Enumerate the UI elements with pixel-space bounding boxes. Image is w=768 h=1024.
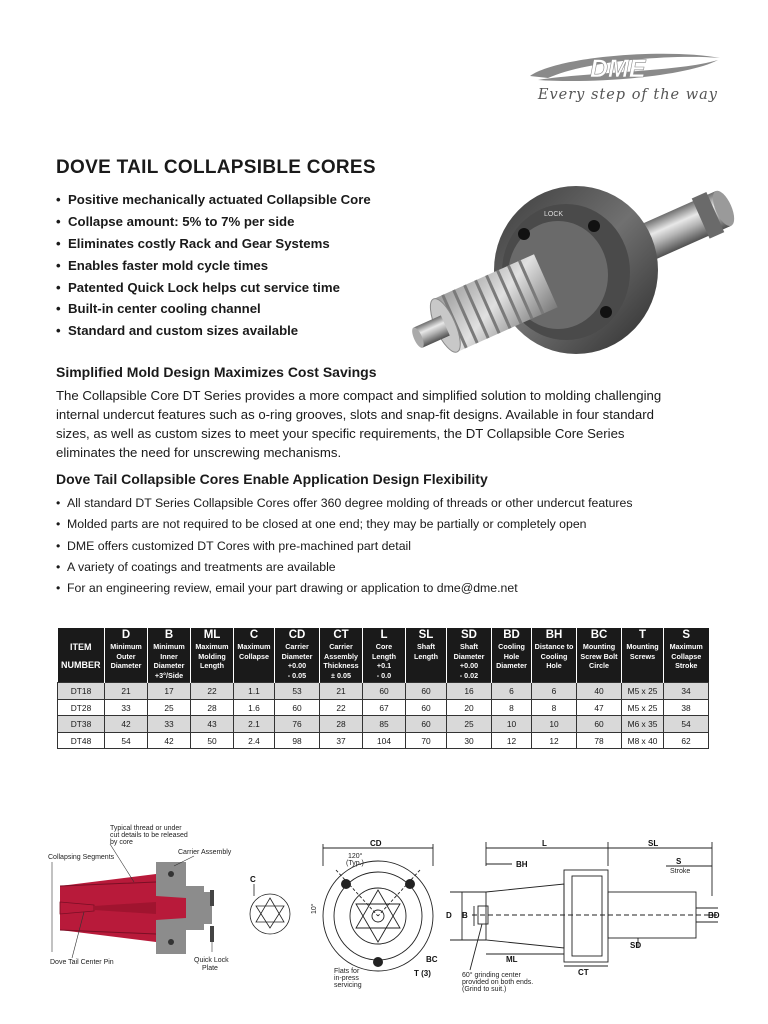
- label-flats: servicing: [334, 982, 362, 989]
- paragraph-line: The Collapsible Core DT Series provides a more compact and simplified solution to molding challenging: [56, 388, 662, 403]
- table-cell: 28: [320, 716, 363, 733]
- paragraph-line: sizes, as well as custom sizes to meet your specific requirements, the DT Collapsible Core Series: [56, 426, 625, 442]
- table-cell: 78: [577, 732, 622, 749]
- header-description: Shaft: [417, 642, 435, 651]
- table-cell: 12: [532, 732, 577, 749]
- table-cell: 60: [577, 716, 622, 733]
- label-grind-note: provided on both ends.: [462, 979, 534, 986]
- item-number-cell: DT18: [58, 683, 105, 700]
- table-cell: 85: [363, 716, 406, 733]
- header-description: Assembly: [324, 651, 358, 661]
- header-description: Carrier: [285, 642, 309, 651]
- header-symbol: L: [380, 629, 388, 641]
- table-cell: 70: [406, 732, 447, 749]
- table-cell: 38: [664, 699, 709, 716]
- header-description: Maximum: [237, 642, 271, 651]
- flexibility-list: [56, 494, 633, 600]
- table-cell: 28: [191, 699, 234, 716]
- header-col-sd: [447, 628, 492, 683]
- header-description: Carrier: [329, 642, 353, 651]
- header-description: Collapse: [239, 651, 269, 661]
- table-cell: 25: [148, 699, 191, 716]
- table-cell: 10: [532, 716, 577, 733]
- header-symbol: B: [164, 629, 174, 641]
- table-cell: 22: [320, 699, 363, 716]
- page-title: DOVE TAIL COLLAPSIBLE CORES: [56, 157, 376, 178]
- cross-section-diagram: [44, 822, 234, 982]
- label-angle: (Typ.): [346, 860, 364, 867]
- label-grind-note: 60° grinding center: [462, 972, 521, 979]
- table-cell: 17: [148, 683, 191, 700]
- table-row: [58, 699, 709, 716]
- header-description: - 0.0: [376, 670, 392, 680]
- header-col-s: [664, 628, 709, 683]
- header-symbol: CD: [288, 629, 306, 641]
- dme-logo: [528, 50, 723, 110]
- header-description: Diameter: [153, 661, 185, 671]
- label-sl: SL: [648, 839, 659, 848]
- header-col-ml: [191, 628, 234, 683]
- label-flats: Flats for: [334, 968, 360, 975]
- table-cell: 54: [664, 716, 709, 733]
- product-photo: [398, 172, 743, 372]
- header-symbol: SL: [418, 629, 434, 641]
- flexibility-item: • For an engineering review, email your part drawing or application to dme@dme.net: [56, 579, 633, 600]
- front-view-diagram: [240, 836, 440, 996]
- header-description: Diameter: [453, 651, 485, 661]
- table-cell: 30: [447, 732, 492, 749]
- flexibility-item: • Molded parts are not required to be closed at one end; they may be partially or completely open: [56, 515, 633, 536]
- header-description: Molding: [198, 651, 226, 661]
- label-ml: ML: [506, 955, 518, 964]
- header-symbol: CT: [333, 629, 349, 641]
- header-description: Outer: [116, 651, 136, 661]
- header-description: Cooling: [498, 642, 525, 651]
- table-cell: 33: [148, 716, 191, 733]
- label-bd: BD: [708, 911, 720, 920]
- table-row: [58, 716, 709, 733]
- table-cell: 8: [532, 699, 577, 716]
- table-cell: 21: [320, 683, 363, 700]
- header-description: Inner: [160, 651, 178, 661]
- header-symbol: C: [249, 629, 259, 641]
- table-cell: 53: [275, 683, 320, 700]
- header-description: Diameter: [281, 651, 313, 661]
- header-col-c: [234, 628, 275, 683]
- header-description: Mounting: [582, 642, 616, 651]
- table-cell: 60: [406, 699, 447, 716]
- section-heading-flexibility: Dove Tail Collapsible Cores Enable Application Design Flexibility: [56, 471, 488, 487]
- header-description: +0.00: [459, 661, 479, 671]
- header-symbol: BH: [545, 629, 563, 641]
- table-cell: 60: [275, 699, 320, 716]
- tagline: Every step of the way: [537, 87, 718, 103]
- header-col-bd: [492, 628, 532, 683]
- header-description: Cooling: [540, 651, 568, 661]
- flexibility-item: • A variety of coatings and treatments are available: [56, 558, 633, 579]
- section-paragraph: [56, 386, 724, 462]
- table-cell: 10: [492, 716, 532, 733]
- table-cell: 37: [320, 732, 363, 749]
- table-cell: 6: [492, 683, 532, 700]
- header-description: Stroke: [675, 661, 698, 671]
- header-col-bh: [532, 628, 577, 683]
- header-description: - 0.02: [459, 670, 479, 680]
- table-cell: 40: [577, 683, 622, 700]
- header-col-l: [363, 628, 406, 683]
- header-description: +3°/Side: [154, 670, 184, 680]
- header-description: ± 0.05: [331, 670, 351, 680]
- header-col-t: [622, 628, 664, 683]
- header-symbol: BD: [503, 629, 520, 641]
- label-c: C: [250, 875, 256, 884]
- feature-item: • Collapse amount: 5% to 7% per side: [56, 212, 371, 234]
- label-thread-note: Typical thread or under: [110, 825, 182, 832]
- label-quick-lock: Quick Lock: [194, 957, 229, 964]
- table-cell: 62: [664, 732, 709, 749]
- label-b: B: [462, 911, 468, 920]
- feature-list: [56, 190, 371, 343]
- label-quick-lock: Plate: [202, 965, 218, 972]
- header-col-bc: [577, 628, 622, 683]
- header-description: - 0.05: [287, 670, 307, 680]
- label-stroke: Stroke: [670, 868, 691, 875]
- table-cell: 6: [532, 683, 577, 700]
- feature-item: • Built-in center cooling channel: [56, 299, 371, 321]
- header-description: Shaft: [460, 642, 478, 651]
- header-symbol: S: [682, 629, 691, 641]
- label-cd: CD: [370, 839, 382, 848]
- label-bc: BC: [426, 955, 438, 964]
- item-number-cell: DT48: [58, 732, 105, 749]
- flexibility-item: • DME offers customized DT Cores with pre-machined part detail: [56, 537, 633, 558]
- side-view-diagram: [442, 836, 728, 996]
- table-cell: 60: [406, 683, 447, 700]
- header-item-number: [58, 628, 105, 683]
- table-cell: M5 x 25: [622, 699, 664, 716]
- header-description: Hole: [503, 651, 520, 661]
- table-cell: 43: [191, 716, 234, 733]
- header-col-d: [105, 628, 148, 683]
- table-cell: 2.1: [234, 716, 275, 733]
- feature-item: • Positive mechanically actuated Collapsible Core: [56, 190, 371, 212]
- label-bh: BH: [516, 860, 528, 869]
- table-row: [58, 732, 709, 749]
- header-col-ct: [320, 628, 363, 683]
- table-cell: 1.1: [234, 683, 275, 700]
- table-cell: 33: [105, 699, 148, 716]
- label-ten-degree: 10°: [311, 903, 318, 914]
- header-item-line: NUMBER: [61, 659, 101, 670]
- header-description: Minimum: [110, 642, 142, 651]
- table-header-row: [58, 628, 709, 683]
- table-cell: 12: [492, 732, 532, 749]
- header-description: +0.00: [287, 661, 307, 671]
- feature-item: • Standard and custom sizes available: [56, 321, 371, 343]
- label-pin: Dove Tail Center Pin: [50, 959, 114, 966]
- table-row: [58, 683, 709, 700]
- table-cell: 67: [363, 699, 406, 716]
- paragraph-line: internal undercut features such as o-ring grooves, slots and snap-fit designs. Available in four standard: [56, 407, 654, 423]
- header-symbol: ML: [203, 629, 221, 641]
- table-cell: 25: [447, 716, 492, 733]
- table-cell: M5 x 25: [622, 683, 664, 700]
- table-cell: 47: [577, 699, 622, 716]
- table-cell: 98: [275, 732, 320, 749]
- label-l: L: [542, 839, 547, 848]
- label-thread-note: cut details to be released: [110, 832, 188, 839]
- feature-item: • Patented Quick Lock helps cut service time: [56, 278, 371, 300]
- label-thread-note: by core: [110, 839, 133, 846]
- table-cell: 42: [105, 716, 148, 733]
- header-description: Length: [200, 661, 224, 671]
- header-item-line: ITEM: [70, 641, 92, 652]
- table-cell: 54: [105, 732, 148, 749]
- header-description: Core Length: [372, 642, 396, 661]
- header-description: Length: [414, 651, 438, 661]
- item-number-cell: DT38: [58, 716, 105, 733]
- header-description: Mounting: [626, 642, 659, 651]
- header-col-cd: [275, 628, 320, 683]
- table-cell: 60: [406, 716, 447, 733]
- table-cell: M8 x 40: [622, 732, 664, 749]
- table-cell: 76: [275, 716, 320, 733]
- table-cell: M6 x 35: [622, 716, 664, 733]
- label-t3: T (3): [414, 969, 431, 978]
- label-sd: SD: [630, 941, 642, 950]
- logo-swoosh: [528, 50, 723, 88]
- header-description: Maximum: [195, 642, 229, 651]
- table-cell: 34: [664, 683, 709, 700]
- label-d: D: [446, 911, 452, 920]
- table-cell: 60: [363, 683, 406, 700]
- table-cell: 16: [447, 683, 492, 700]
- flexibility-item: • All standard DT Series Collapsible Cores offer 360 degree molding of threads or other undercut features: [56, 494, 633, 515]
- label-angle: 120°: [348, 853, 363, 860]
- table-cell: 2.4: [234, 732, 275, 749]
- label-flats: in-press: [334, 975, 359, 982]
- header-symbol: T: [638, 629, 647, 641]
- table-cell: 21: [105, 683, 148, 700]
- label-ct: CT: [578, 968, 589, 977]
- header-symbol: SD: [461, 629, 477, 641]
- header-col-sl: [406, 628, 447, 683]
- header-description: Diameter: [496, 661, 527, 671]
- header-description: Thickness: [323, 661, 359, 671]
- table-cell: 104: [363, 732, 406, 749]
- header-description: Minimum: [153, 642, 185, 651]
- header-description: Maximum: [669, 642, 703, 651]
- spec-table: [57, 628, 709, 749]
- section-heading-savings: Simplified Mold Design Maximizes Cost Savings: [56, 364, 377, 380]
- table-cell: 42: [148, 732, 191, 749]
- feature-item: • Eliminates costly Rack and Gear Systems: [56, 234, 371, 256]
- logo-wordmark: DME: [590, 55, 646, 83]
- label-segments: Collapsing Segments: [48, 854, 115, 861]
- header-col-b: [148, 628, 191, 683]
- label-s: S: [676, 857, 682, 866]
- header-description: +0.1: [376, 661, 392, 671]
- header-description: Collapse: [671, 651, 702, 661]
- header-description: Diameter: [110, 661, 142, 671]
- label-carrier: Carrier Assembly: [178, 849, 232, 856]
- header-description: Screw Bolt: [580, 651, 618, 661]
- table-body: [58, 683, 709, 749]
- header-description: Hole: [546, 661, 562, 671]
- table-cell: 20: [447, 699, 492, 716]
- header-description: Distance to: [534, 642, 574, 651]
- table-cell: 1.6: [234, 699, 275, 716]
- header-symbol: D: [121, 629, 131, 641]
- table-cell: 22: [191, 683, 234, 700]
- label-grind-note: (Grind to suit.): [462, 986, 507, 993]
- header-symbol: BC: [590, 629, 608, 641]
- product-engraving: LOCK: [544, 211, 564, 218]
- table-cell: 8: [492, 699, 532, 716]
- item-number-cell: DT28: [58, 699, 105, 716]
- table-cell: 50: [191, 732, 234, 749]
- feature-item: • Enables faster mold cycle times: [56, 256, 371, 278]
- paragraph-line: eliminates the need for unscrewing mechanisms.: [56, 445, 342, 461]
- header-description: Circle: [589, 661, 609, 671]
- header-description: Screws: [629, 651, 656, 661]
